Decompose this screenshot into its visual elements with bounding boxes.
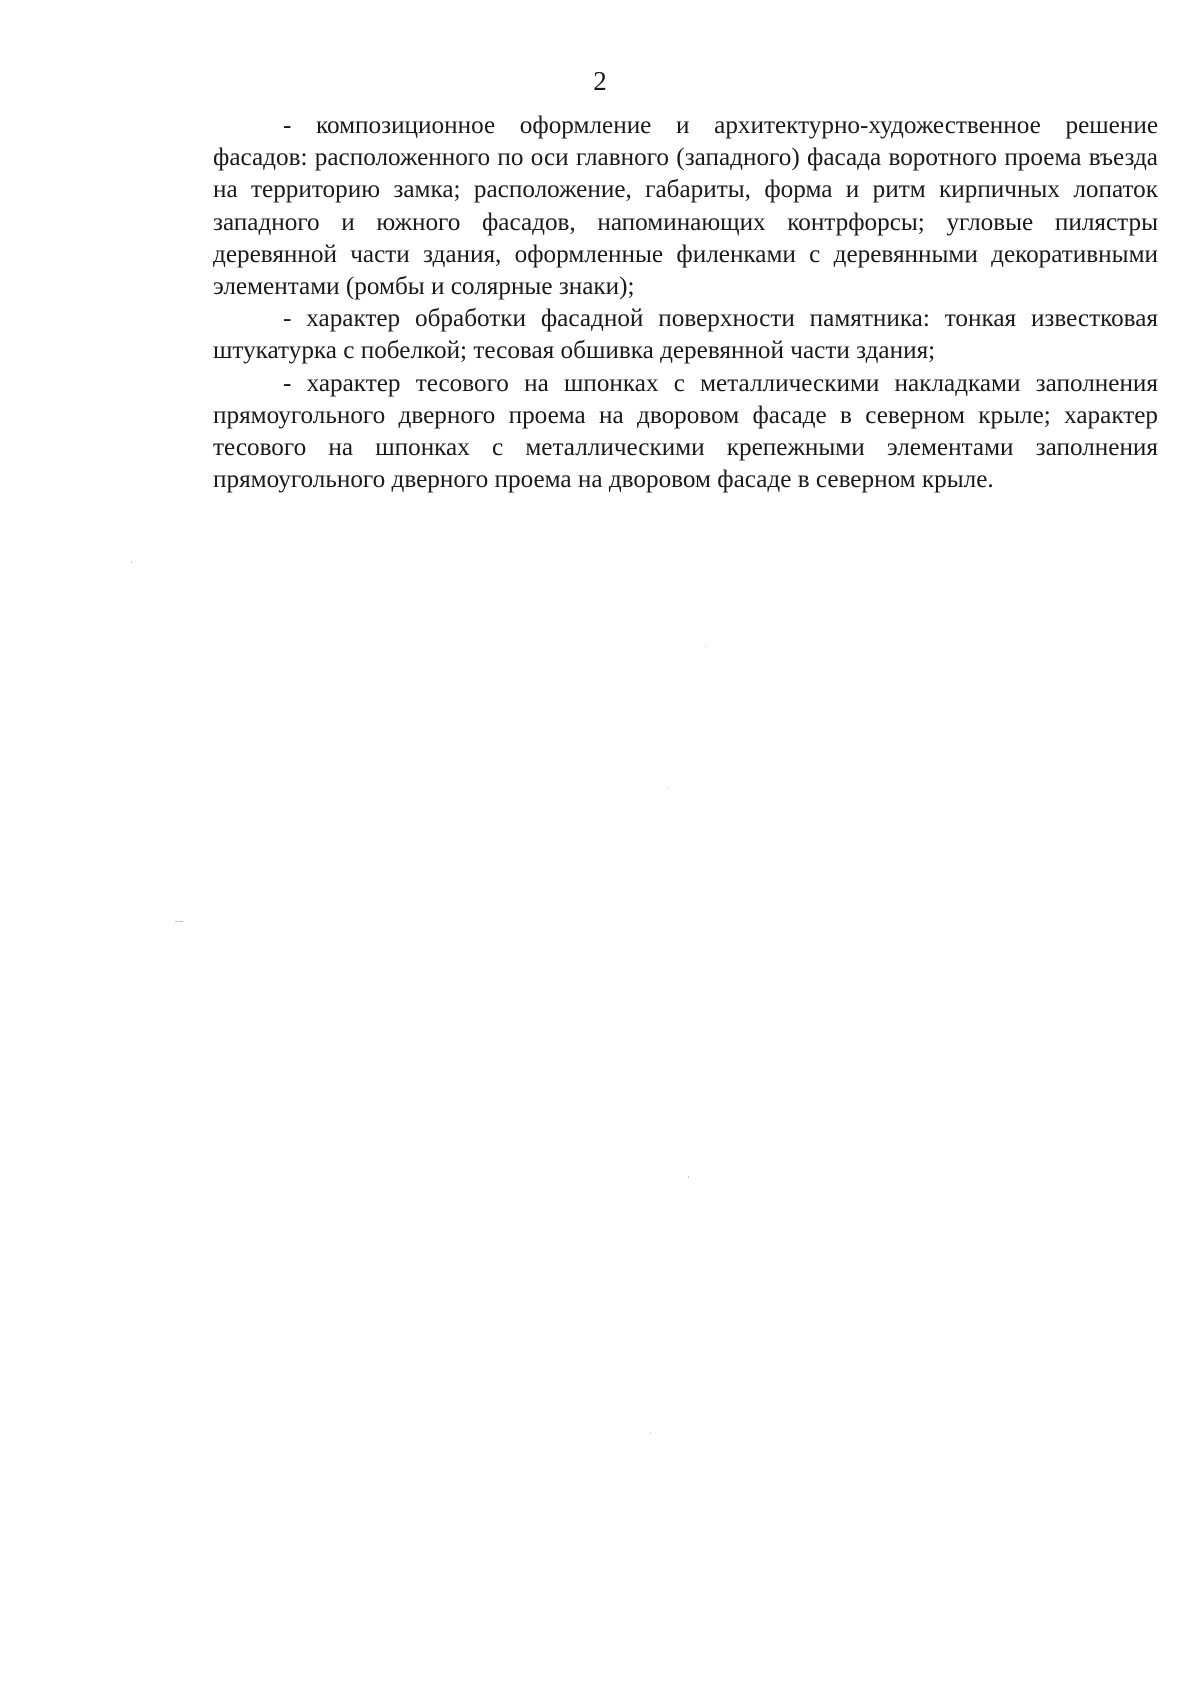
- scan-speck: [175, 921, 183, 922]
- scan-speck: [688, 1176, 689, 1178]
- document-body: [213, 110, 1158, 496]
- page-number: 2: [593, 66, 607, 96]
- scan-speck: [131, 561, 132, 563]
- paragraph-door-filling: - характер тесового на шпонках с металлическими накладками заполнения прямоугольного дверного проема на дворовом фасаде в северном крыле; характер тесового на шпонках с металлическими крепежными элементами заполнения прямоугольного дверного проема на дворовом фасаде в северном крыле.: [213, 369, 1158, 494]
- paragraph-surface-treatment: - характер обработки фасадной поверхности памятника: тонкая известковая штукатурка с побелкой; тесовая обшивка деревянной части здания;: [213, 305, 1158, 365]
- scan-speck: [705, 646, 706, 647]
- scan-speck: [650, 1432, 651, 1433]
- paragraph-composition: - композиционное оформление и архитектурно-художественное решение фасадов: расположенного по оси главного (западного) фасада воротного проема въезда на территорию замка; расположение, габариты, форма и ритм кирпичных лопаток западного и южного фасадов, напоминающих контрфорсы; угловые пилястры деревянной части здания, оформленные филенками с деревянными декоративными элементами (ромбы и солярные знаки);: [213, 112, 1158, 301]
- scan-speck: [667, 787, 668, 788]
